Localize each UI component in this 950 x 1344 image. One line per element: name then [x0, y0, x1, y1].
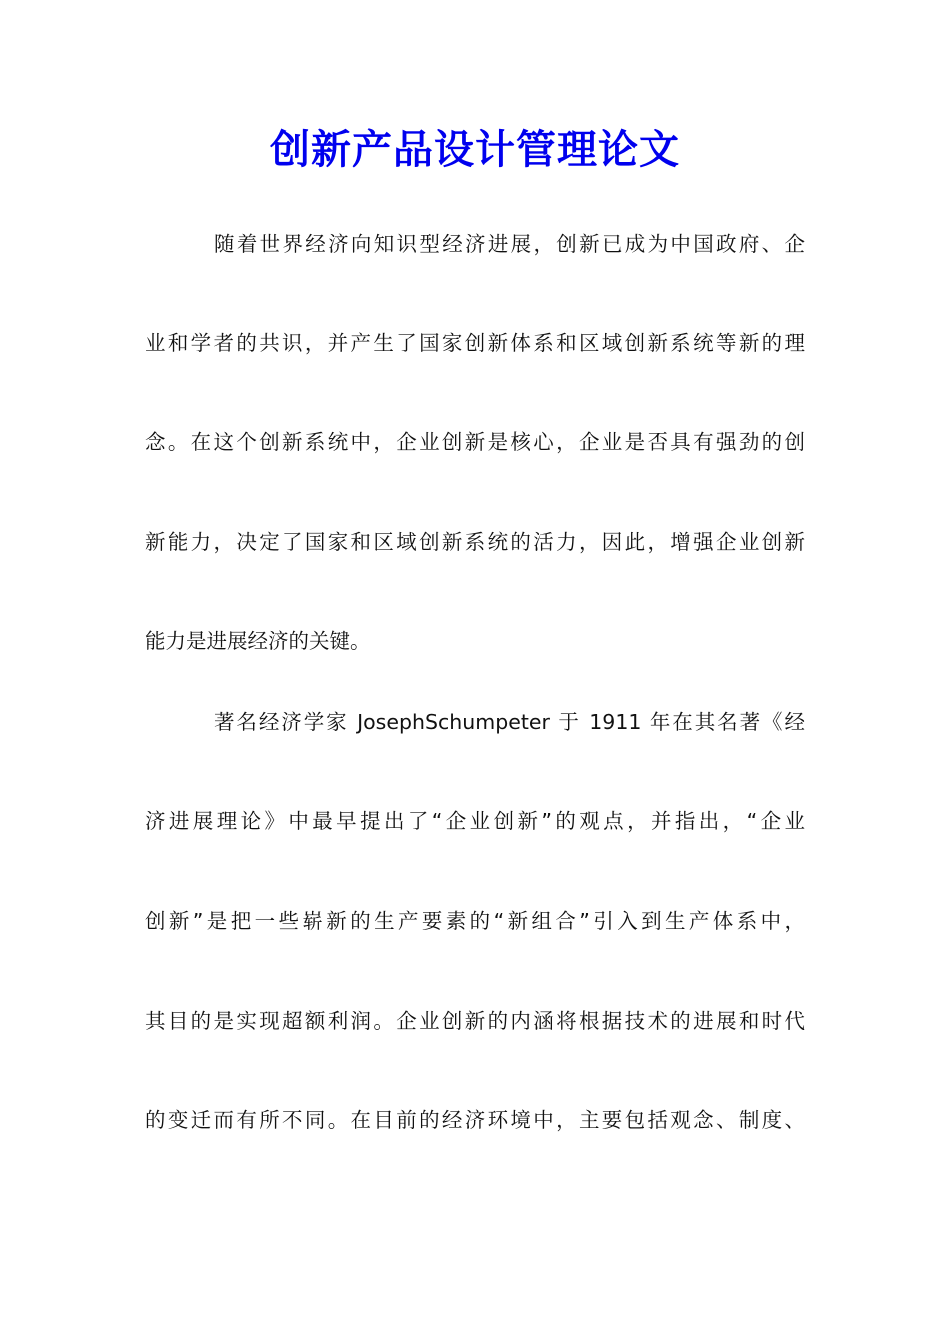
- document-title: 创新产品设计管理论文: [270, 126, 680, 173]
- paragraph-2-line-3: 创新”是把一些崭新的生产要素的“新组合”引入到生产体系中，: [145, 909, 805, 933]
- paragraph-2-line-2: 济进展理论》中最早提出了“企业创新”的观点，并指出，“企业: [145, 809, 805, 833]
- paragraph-1-line-4: 新能力，决定了国家和区域创新系统的活力，因此，增强企业创新: [145, 530, 805, 554]
- paragraph-1-line-3: 念。在这个创新系统中，企业创新是核心，企业是否具有强劲的创: [145, 430, 805, 454]
- paragraph-1-line-1: 随着世界经济向知识型经济进展，创新已成为中国政府、企: [214, 232, 805, 256]
- paragraph-2-line-1: 著名经济学家 JosephSchumpeter 于 1911 年在其名著《经: [214, 710, 805, 734]
- paragraph-2-line-4: 其目的是实现超额利润。企业创新的内涵将根据技术的进展和时代: [145, 1009, 805, 1033]
- paragraph-1-line-2: 业和学者的共识，并产生了国家创新体系和区域创新系统等新的理: [145, 331, 805, 355]
- paragraph-1-line-5: 能力是进展经济的关键。: [145, 629, 371, 653]
- paragraph-2-line-5: 的变迁而有所不同。在目前的经济环境中，主要包括观念、制度、: [145, 1108, 805, 1132]
